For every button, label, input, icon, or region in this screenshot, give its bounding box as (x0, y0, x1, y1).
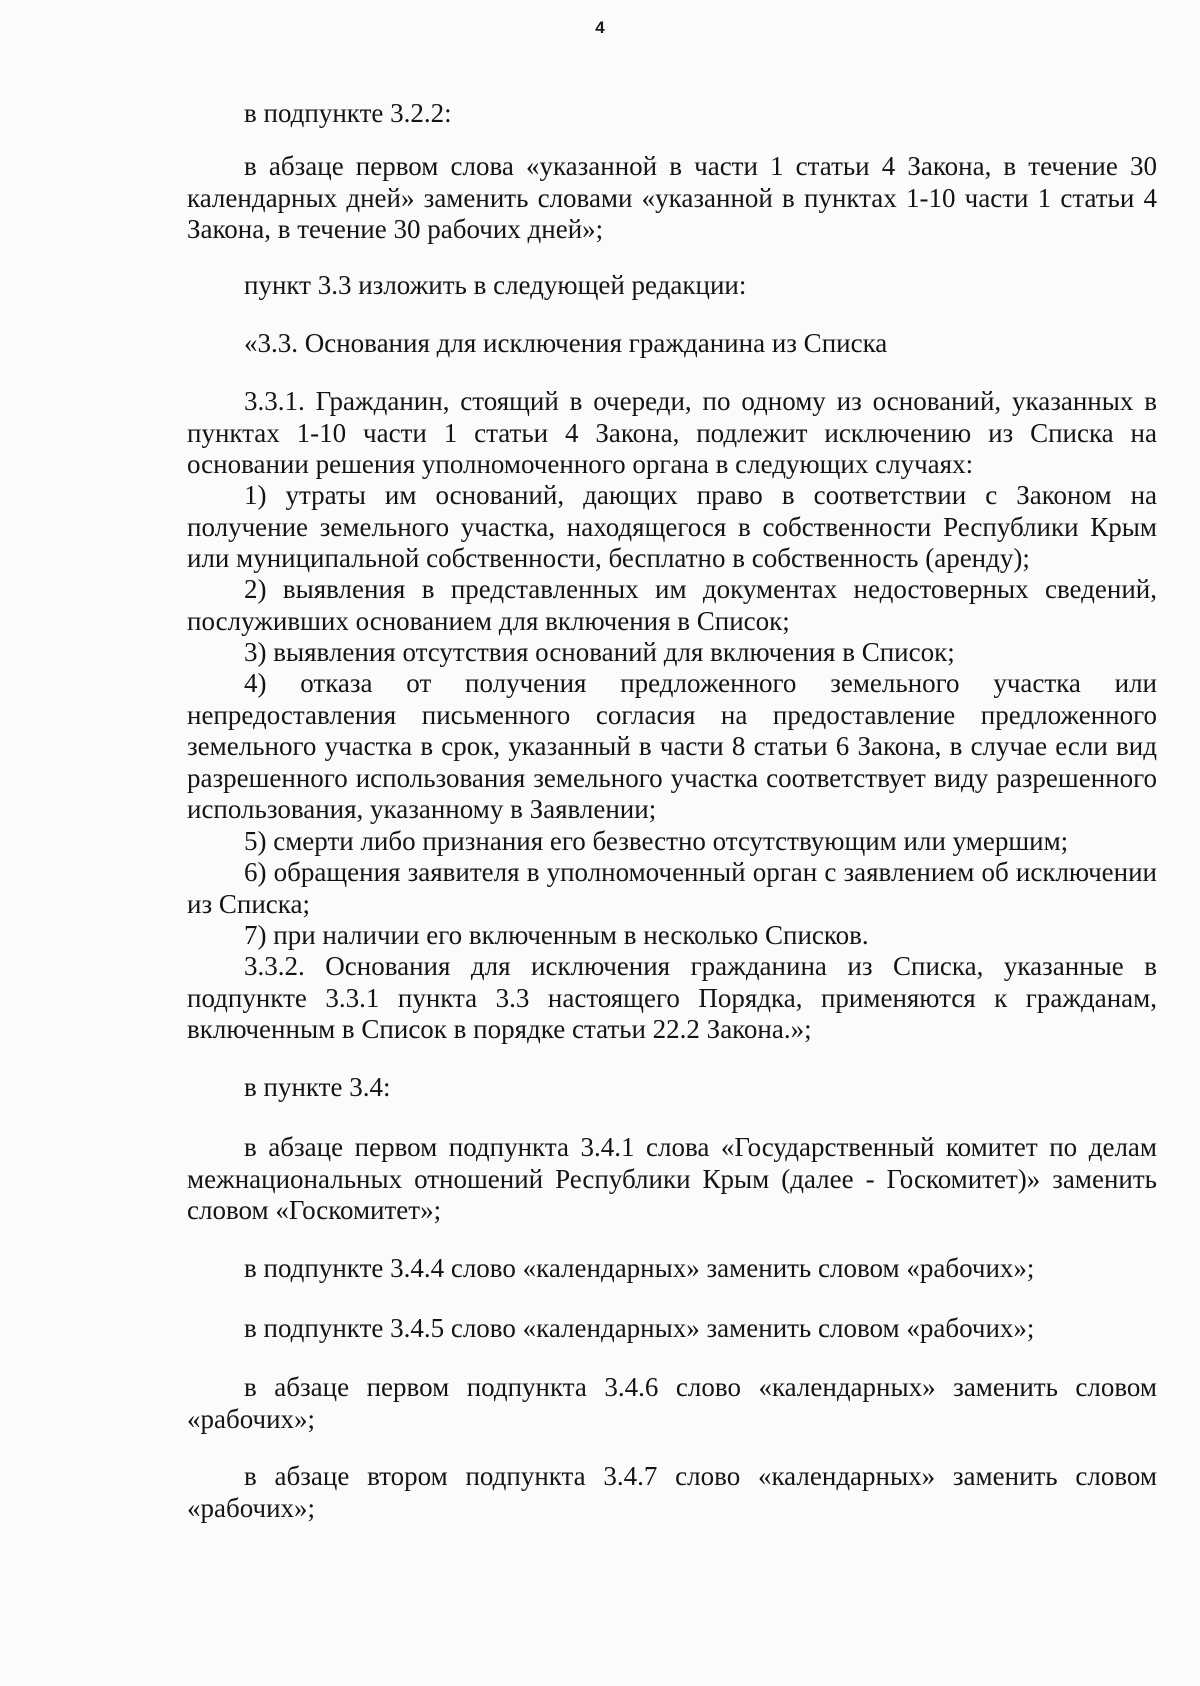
list-item-3: 3) выявления отсутствия оснований для включения в Список; (244, 637, 955, 667)
paragraph-subpoint-3-2-2: в подпункте 3.2.2: (244, 98, 452, 128)
paragraph-amend-3-2-2: в абзаце первом слова «указанной в части 1 статьи 4 Закона, в течение 30 календарных дней» заменить словами «указанной в пунктах 1-10 части 1 статьи 4 Закона, в течение 30 рабочих дней»; (187, 151, 1157, 244)
paragraph-3-4-6: в абзаце первом подпункта 3.4.6 слово «календарных» заменить словом «рабочих»; (187, 1372, 1157, 1434)
paragraph-3-4-7: в абзаце втором подпункта 3.4.7 слово «календарных» заменить словом «рабочих»; (187, 1461, 1157, 1523)
paragraph-point-3-4-intro: в пункте 3.4: (244, 1072, 391, 1102)
paragraph-3-4-5: в подпункте 3.4.5 слово «календарных» заменить словом «рабочих»; (244, 1313, 1035, 1343)
paragraph-3-3-1: 3.3.1. Гражданин, стоящий в очереди, по одному из оснований, указанных в пунктах 1-10 части 1 статьи 4 Закона, подлежит исключению из Списка на основании решения уполномоченного органа в следующих случаях: (187, 386, 1157, 479)
page-number: 4 (595, 18, 605, 37)
list-item-7: 7) при наличии его включенным в несколько Списков. (244, 920, 869, 950)
list-item-5: 5) смерти либо признания его безвестно отсутствующим или умершим; (244, 826, 1069, 856)
list-item-2: 2) выявления в представленных им документах недостоверных сведений, послуживших основанием для включения в Список; (187, 574, 1157, 636)
list-item-4: 4) отказа от получения предложенного земельного участка или непредоставления письменного согласия на предоставление предложенного земельного участка в срок, указанный в части 8 статьи 6 Закона, в случае если вид разрешенного использования земельного участка соответствует виду разрешенного использования, указанному в Заявлении; (187, 668, 1157, 824)
paragraph-3-3-2: 3.3.2. Основания для исключения гражданина из Списка, указанные в подпункте 3.3.1 пункта 3.3 настоящего Порядка, применяются к гражданам, включенным в Список в порядке статьи 22.2 Закона.»; (187, 951, 1157, 1044)
paragraph-3-4-4: в подпункте 3.4.4 слово «календарных» заменить словом «рабочих»; (244, 1253, 1035, 1283)
list-item-6: 6) обращения заявителя в уполномоченный орган с заявлением об исключении из Списка; (187, 857, 1157, 919)
list-item-1: 1) утраты им оснований, дающих право в соответствии с Законом на получение земельного участка, находящегося в собственности Республики Крым или муниципальной собственности, бесплатно в собственность (аренду); (187, 480, 1157, 573)
paragraph-point-3-3-intro: пункт 3.3 изложить в следующей редакции: (244, 270, 747, 300)
paragraph-3-4-1: в абзаце первом подпункта 3.4.1 слова «Государственный комитет по делам межнациональных отношений Республики Крым (далее - Госкомитет)» заменить словом «Госкомитет»; (187, 1132, 1157, 1225)
paragraph-3-3-heading: «3.3. Основания для исключения гражданина из Списка (244, 328, 888, 358)
